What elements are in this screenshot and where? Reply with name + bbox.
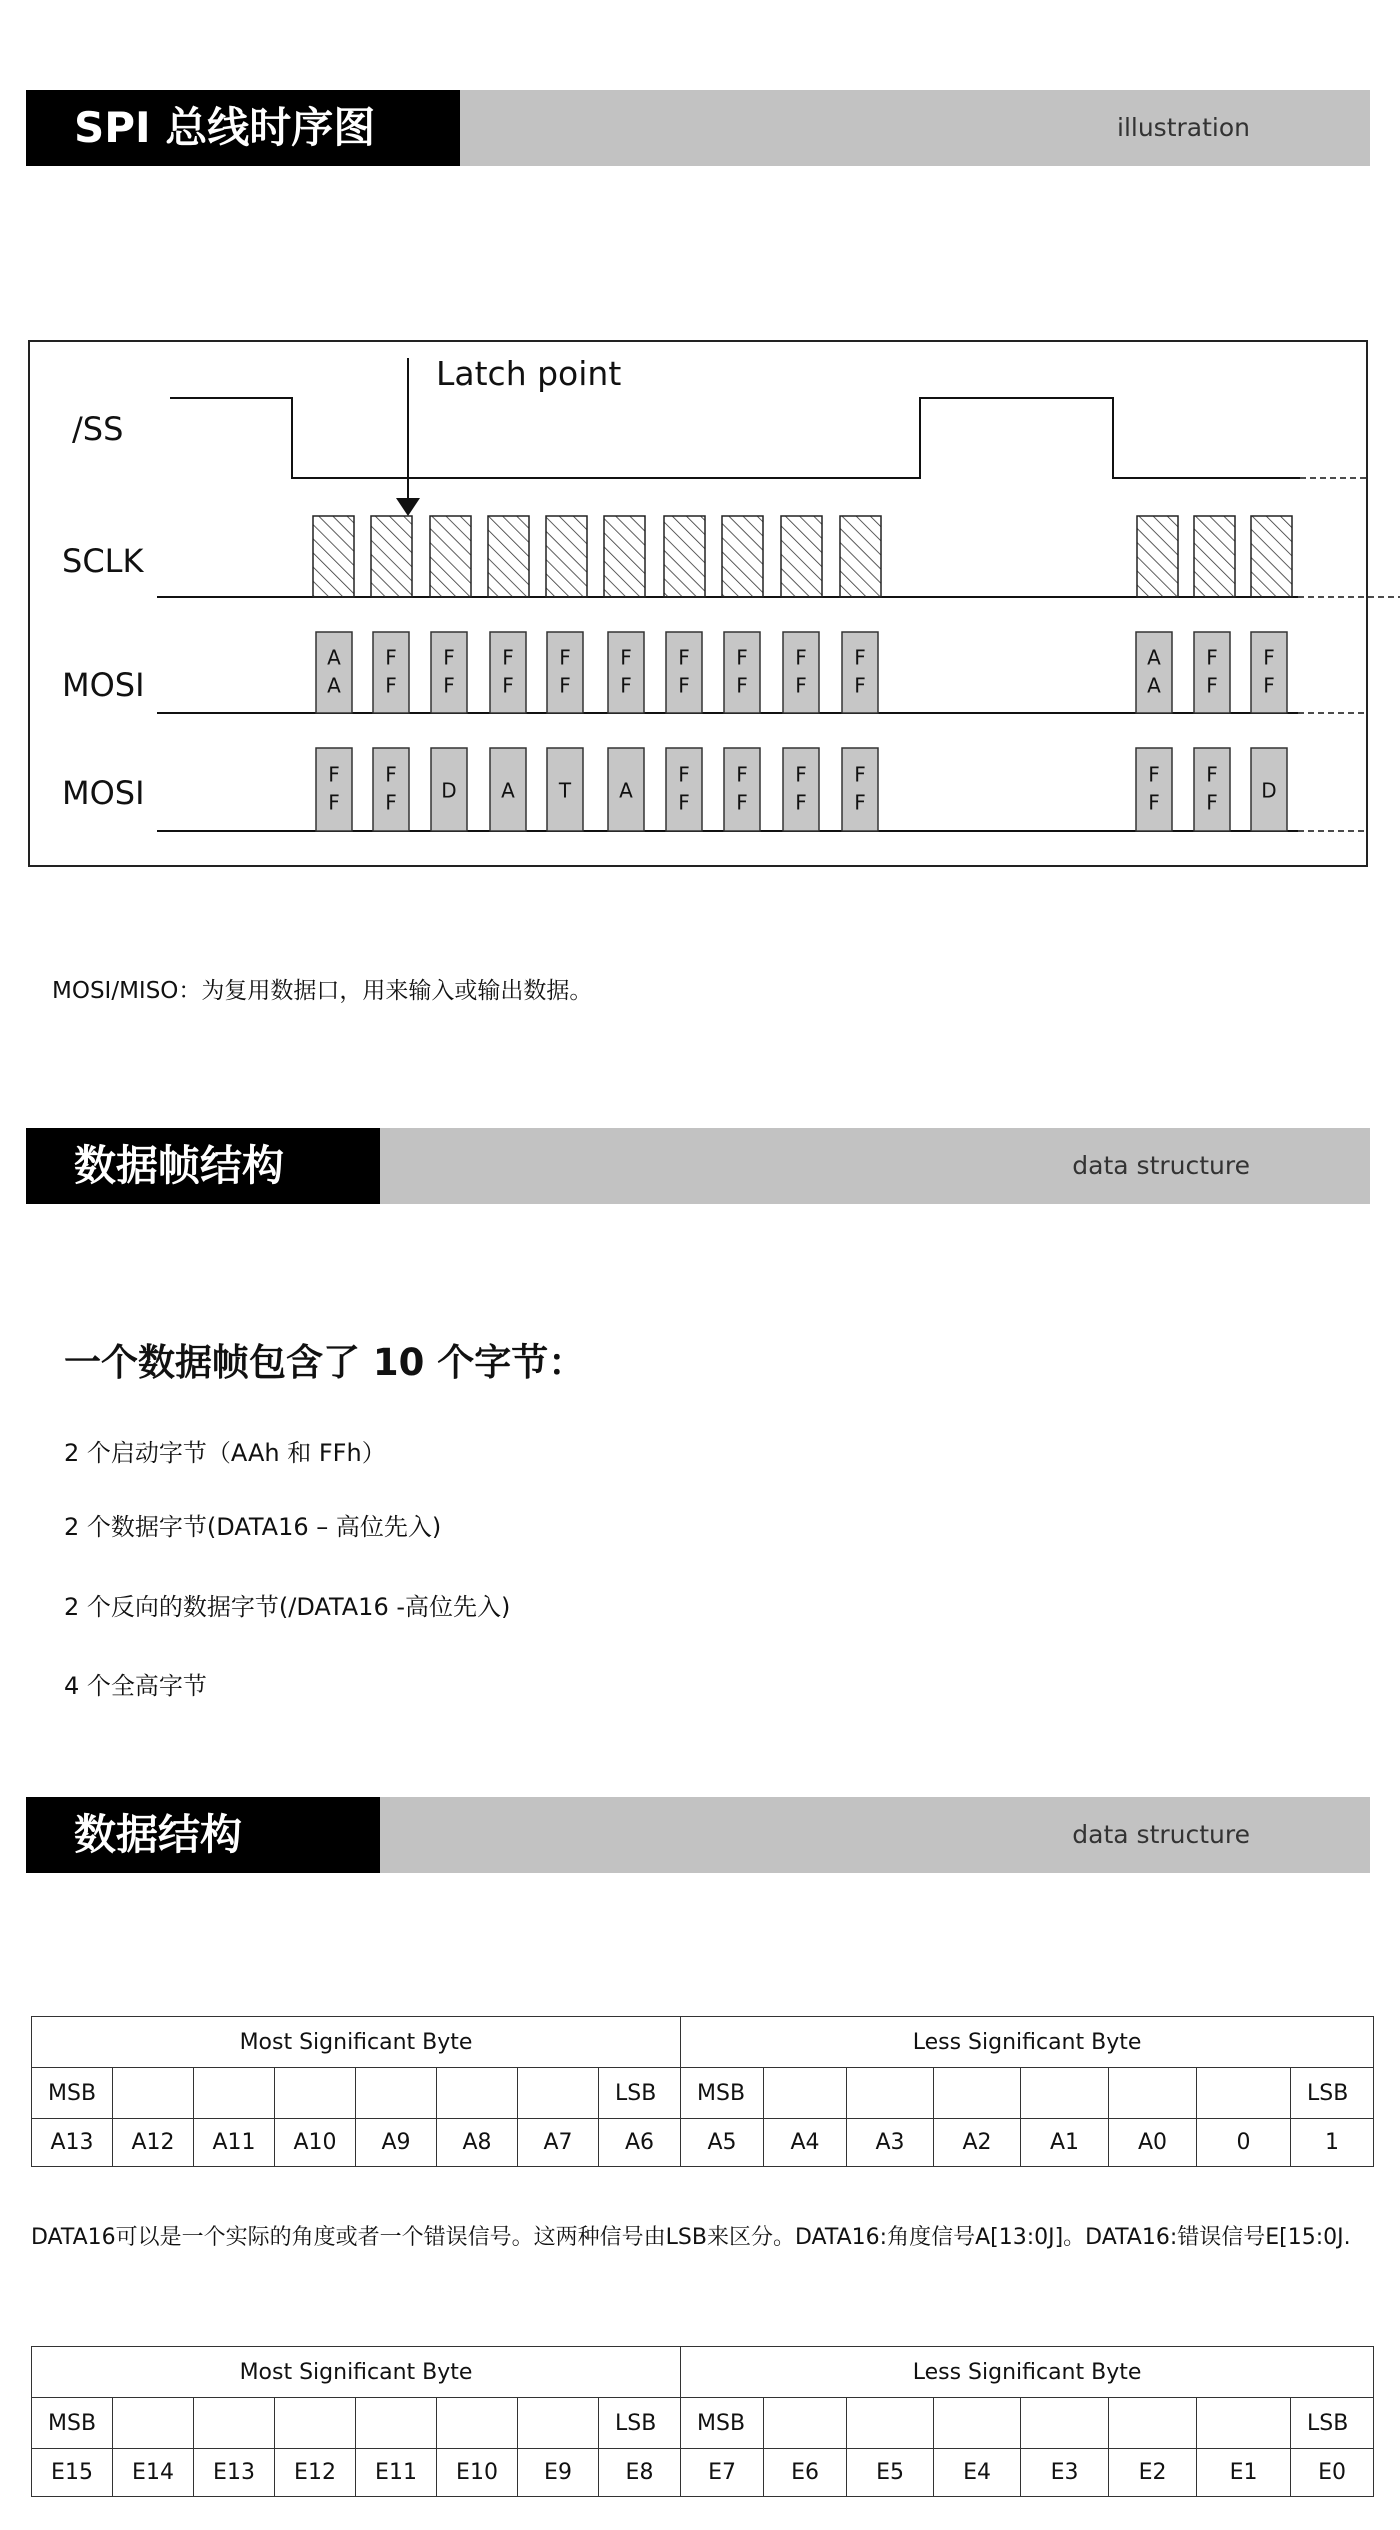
sclk-pulse [1251, 516, 1292, 597]
bit-marker-cell [437, 2398, 518, 2449]
bit-marker-cell [1021, 2068, 1109, 2119]
mosi-byte-char: F [678, 790, 690, 815]
lsb-byte-header: Less Significant Byte [681, 2017, 1374, 2068]
mosi-byte-char: F [385, 762, 397, 787]
mosi-byte-char: F [1148, 790, 1160, 815]
bit-cell: E13 [194, 2449, 275, 2497]
mosi-byte-char: F [559, 645, 571, 670]
error-bit-table [31, 2346, 1374, 2497]
msb-byte-header: Most Significant Byte [32, 2017, 681, 2068]
bit-cell: E14 [113, 2449, 194, 2497]
frame-description-title: 一个数据帧包含了 10 个字节： [64, 1341, 586, 1384]
mosi-byte-char: F [854, 645, 866, 670]
table-row [32, 2017, 1374, 2068]
mosi-byte-char: F [1263, 645, 1275, 670]
angle-bit-table [31, 2016, 1374, 2167]
bit-marker-cell [764, 2068, 847, 2119]
bit-cell: A5 [681, 2119, 764, 2167]
mosi-byte-char: A [1147, 673, 1161, 698]
mosi-byte-char: F [443, 673, 455, 698]
mosi-byte-char: F [736, 673, 748, 698]
sclk-pulse [430, 516, 471, 597]
mosi-byte-char: F [1206, 762, 1218, 787]
latch-arrowhead [396, 498, 420, 516]
sclk-pulse [604, 516, 645, 597]
mosi-byte-char: F [678, 673, 690, 698]
mosi-byte-box [1136, 748, 1172, 831]
signal-label-sclk: SCLK [62, 542, 144, 580]
mosi-byte-box [842, 748, 878, 831]
frame-item-data-bytes: 2 个数据字节(DATA16 – 高位先入) [64, 1513, 442, 1541]
mosi-byte-char: A [501, 778, 515, 803]
mosi-byte-char: A [1147, 645, 1161, 670]
sclk-pulse [1194, 516, 1235, 597]
mosi-byte-box [666, 632, 702, 713]
mosi-byte-char: F [328, 762, 340, 787]
bit-marker-cell [1109, 2068, 1197, 2119]
bit-cell: E3 [1021, 2449, 1109, 2497]
mosi-byte-char: F [854, 762, 866, 787]
bit-cell: E2 [1109, 2449, 1197, 2497]
bit-marker-cell [356, 2398, 437, 2449]
mosi-byte-char: F [678, 762, 690, 787]
bit-marker-cell [275, 2398, 356, 2449]
sclk-pulse [840, 516, 881, 597]
bit-cell: E8 [599, 2449, 681, 2497]
mosi-byte-box [431, 632, 467, 713]
bit-cell: 1 [1291, 2119, 1374, 2167]
bit-marker-cell: LSB [599, 2068, 681, 2119]
bit-marker-cell [1197, 2398, 1291, 2449]
section-header-data-structure [26, 1797, 1370, 1873]
bit-cell: A7 [518, 2119, 599, 2167]
mosi-byte-box [666, 748, 702, 831]
section-subtitle: data structure [1072, 1151, 1250, 1180]
mosi-byte-char: F [559, 673, 571, 698]
latch-point-label: Latch point [436, 354, 622, 393]
bit-cell: A12 [113, 2119, 194, 2167]
mosi-byte-char: F [1206, 645, 1218, 670]
frame-item-high-bytes: 4 个全高字节 [64, 1672, 207, 1700]
mosi-byte-char: F [736, 762, 748, 787]
bit-marker-cell [518, 2068, 599, 2119]
bit-marker-cell [194, 2068, 275, 2119]
signal-label-mosi-2: MOSI [62, 774, 145, 812]
sclk-pulse [722, 516, 763, 597]
frame-item-inverted-data-bytes: 2 个反向的数据字节(/DATA16 -高位先入) [64, 1593, 511, 1621]
table-row [32, 2449, 1374, 2497]
mosi-byte-box [316, 632, 352, 713]
bit-marker-cell [1197, 2068, 1291, 2119]
bit-marker-cell: MSB [681, 2398, 764, 2449]
mosi-byte-char: F [1206, 673, 1218, 698]
mosi-byte-char: F [678, 645, 690, 670]
bit-marker-cell [934, 2068, 1021, 2119]
mosi-byte-box [373, 632, 409, 713]
mosi-byte-char: D [441, 778, 457, 803]
mosi-byte-box [842, 632, 878, 713]
section-title: 数据帧结构 [26, 1128, 380, 1204]
mosi-byte-char: T [558, 778, 572, 803]
mosi-byte-box [724, 632, 760, 713]
frame-item-start-bytes: 2 个启动字节（AAh 和 FFh） [64, 1439, 386, 1467]
section-header-frame-structure [26, 1128, 1370, 1204]
bit-cell: 0 [1197, 2119, 1291, 2167]
bit-marker-cell [847, 2398, 934, 2449]
mosi-byte-char: F [854, 790, 866, 815]
mosi-byte-box [1136, 632, 1172, 713]
section-title: 数据结构 [26, 1797, 380, 1873]
bit-marker-cell: LSB [1291, 2398, 1374, 2449]
mosi-byte-char: F [795, 645, 807, 670]
mosi-byte-box [783, 748, 819, 831]
sclk-pulse [1137, 516, 1178, 597]
bit-cell: A13 [32, 2119, 113, 2167]
mosi-byte-box [1251, 632, 1287, 713]
bit-cell: A9 [356, 2119, 437, 2167]
timing-diagram [0, 0, 1400, 880]
mosi-byte-char: A [619, 778, 633, 803]
mosi-byte-box [724, 748, 760, 831]
sclk-pulse [313, 516, 354, 597]
mosi-byte-char: F [795, 790, 807, 815]
mosi-byte-char: F [502, 645, 514, 670]
mosi-byte-char: F [1263, 673, 1275, 698]
bit-cell: A6 [599, 2119, 681, 2167]
mosi-byte-box [783, 632, 819, 713]
table-row [32, 2068, 1374, 2119]
bit-marker-cell: MSB [681, 2068, 764, 2119]
bit-cell: A4 [764, 2119, 847, 2167]
sclk-pulse [488, 516, 529, 597]
bit-marker-cell [1109, 2398, 1197, 2449]
bit-marker-cell [1021, 2398, 1109, 2449]
bit-cell: A0 [1109, 2119, 1197, 2167]
bit-marker-cell: MSB [32, 2398, 113, 2449]
bit-marker-cell [764, 2398, 847, 2449]
bit-cell: A10 [275, 2119, 356, 2167]
table-row [32, 2347, 1374, 2398]
mosi-byte-char: F [443, 645, 455, 670]
mosi-byte-char: F [502, 673, 514, 698]
bit-cell: A1 [1021, 2119, 1109, 2167]
bit-marker-cell [847, 2068, 934, 2119]
mosi-miso-note: MOSI/MISO：为复用数据口，用来输入或输出数据。 [52, 978, 593, 1004]
mosi-byte-char: F [385, 673, 397, 698]
mosi-byte-char: F [795, 762, 807, 787]
mosi-byte-char: F [620, 673, 632, 698]
ss-waveform [170, 398, 1300, 478]
bit-marker-cell: MSB [32, 2068, 113, 2119]
section-title: SPI 总线时序图 [26, 90, 460, 166]
mosi-byte-box [373, 748, 409, 831]
bit-cell: E10 [437, 2449, 518, 2497]
sclk-pulse [781, 516, 822, 597]
mosi-byte-char: F [736, 645, 748, 670]
mosi-byte-box [1194, 748, 1230, 831]
bit-cell: A2 [934, 2119, 1021, 2167]
signal-label-mosi-1: MOSI [62, 666, 145, 704]
mosi-byte-char: A [327, 673, 341, 698]
bit-marker-cell [113, 2398, 194, 2449]
sclk-pulse [371, 516, 412, 597]
mosi-byte-box [547, 632, 583, 713]
bit-marker-cell [113, 2068, 194, 2119]
signal-label-ss: /SS [72, 410, 124, 448]
mosi-byte-char: F [1206, 790, 1218, 815]
bit-cell: A8 [437, 2119, 518, 2167]
mosi-byte-char: F [795, 673, 807, 698]
mosi-byte-box [608, 632, 644, 713]
bit-marker-cell [194, 2398, 275, 2449]
mosi-byte-char: A [327, 645, 341, 670]
section-subtitle: data structure [1072, 1820, 1250, 1849]
bit-cell: E7 [681, 2449, 764, 2497]
bit-cell: E9 [518, 2449, 599, 2497]
mosi-byte-box [316, 748, 352, 831]
bit-cell: E11 [356, 2449, 437, 2497]
bit-marker-cell [437, 2068, 518, 2119]
mosi-byte-char: F [328, 790, 340, 815]
sclk-pulse [546, 516, 587, 597]
mosi-byte-char: F [854, 673, 866, 698]
bit-cell: E5 [847, 2449, 934, 2497]
lsb-byte-header: Less Significant Byte [681, 2347, 1374, 2398]
mosi-byte-char: F [1148, 762, 1160, 787]
bit-marker-cell [518, 2398, 599, 2449]
bit-cell: E0 [1291, 2449, 1374, 2497]
mosi-byte-box [1194, 632, 1230, 713]
bit-marker-cell: LSB [599, 2398, 681, 2449]
bit-cell: E15 [32, 2449, 113, 2497]
sclk-pulse [664, 516, 705, 597]
bit-marker-cell [356, 2068, 437, 2119]
table-row [32, 2398, 1374, 2449]
bit-cell: A3 [847, 2119, 934, 2167]
bit-marker-cell [934, 2398, 1021, 2449]
mosi-byte-char: F [620, 645, 632, 670]
mosi-byte-box [490, 632, 526, 713]
bit-cell: E6 [764, 2449, 847, 2497]
section-subtitle: illustration [1117, 113, 1250, 142]
mosi-byte-char: F [385, 790, 397, 815]
bit-marker-cell [275, 2068, 356, 2119]
mosi-byte-char: F [736, 790, 748, 815]
mosi-byte-char: F [385, 645, 397, 670]
mosi-byte-char: D [1261, 778, 1277, 803]
bit-cell: E1 [1197, 2449, 1291, 2497]
bit-cell: A11 [194, 2119, 275, 2167]
bit-cell: E4 [934, 2449, 1021, 2497]
bit-marker-cell: LSB [1291, 2068, 1374, 2119]
bit-cell: E12 [275, 2449, 356, 2497]
table-row [32, 2119, 1374, 2167]
msb-byte-header: Most Significant Byte [32, 2347, 681, 2398]
data16-note: DATA16可以是一个实际的角度或者一个错误信号。这两种信号由LSB来区分。DATA16:角度信号A[13:0J]。DATA16:错误信号E[15:0J. [31, 2225, 1351, 2250]
